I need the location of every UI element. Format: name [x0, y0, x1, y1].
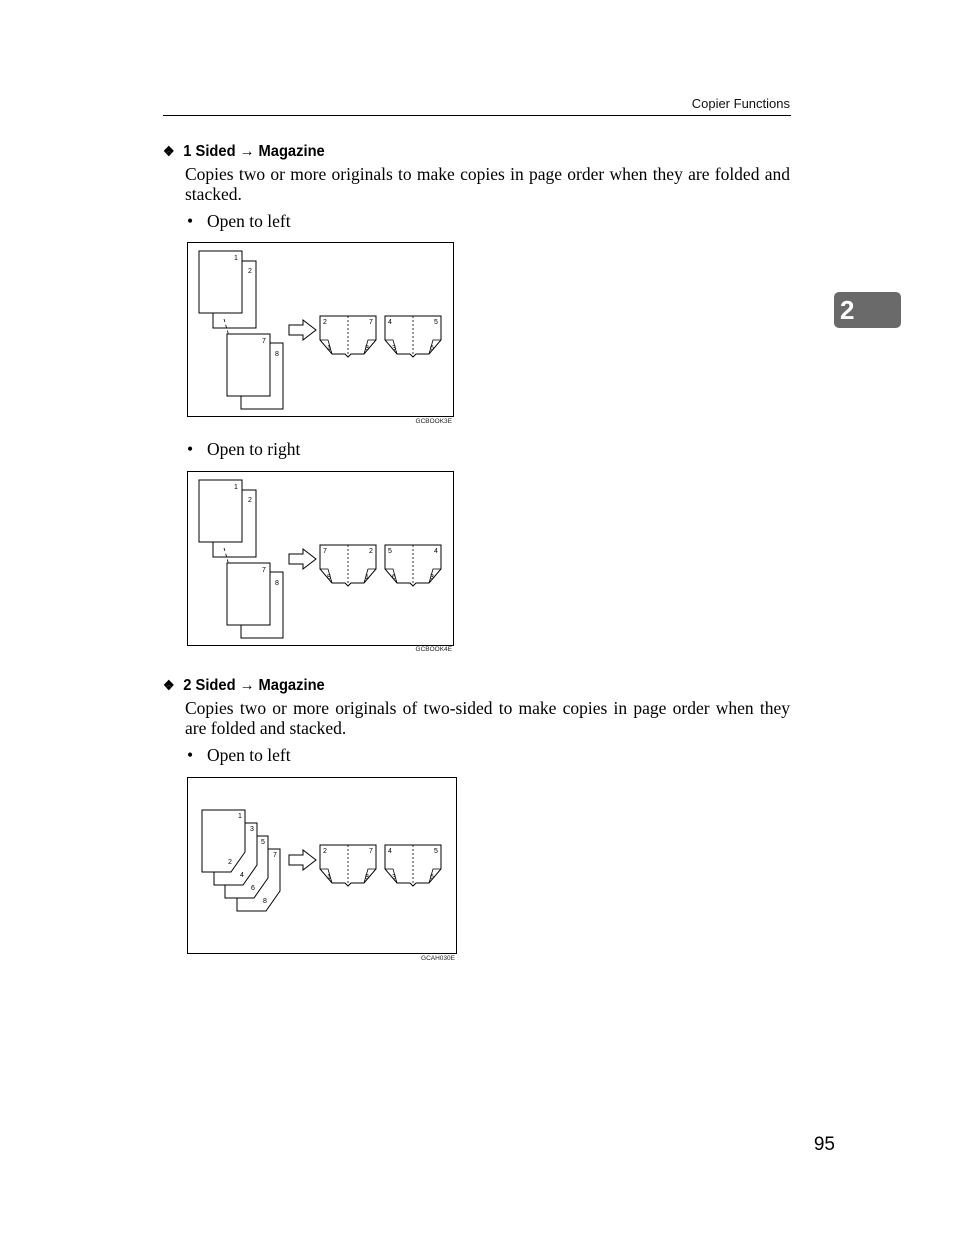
figure-code: GCBOOK3E — [415, 418, 452, 425]
page-number-label: 1 — [234, 255, 238, 262]
page-number-label: 8 — [275, 580, 279, 587]
list-item-open-left — [187, 211, 291, 232]
section-heading-1-sided — [163, 143, 325, 161]
page-number-label: 7 — [262, 567, 266, 574]
section-description: Copies two or more originals to make copies in page order when they are folded and stacked. — [185, 164, 790, 204]
page-number-label: 5 — [261, 839, 265, 846]
page-number-label: 1 — [365, 574, 369, 581]
page-number-label: 8 — [263, 898, 267, 905]
page-number-label: 1 — [238, 813, 242, 820]
page-number-label: 4 — [388, 848, 392, 855]
page-number-label: 2 — [323, 319, 327, 326]
page-number-label: 6 — [251, 885, 255, 892]
figure-2sided-open-left — [187, 777, 457, 954]
section-title: 2 Sided → Magazine — [183, 677, 325, 694]
page-number-label: 1 — [234, 484, 238, 491]
page-number-label: 3 — [430, 574, 434, 581]
bullet-dot-icon: • — [187, 745, 194, 765]
page-number-label: 2 — [248, 497, 252, 504]
list-item-open-left — [187, 745, 291, 766]
running-header: Copier Functions — [691, 96, 790, 111]
page-number-label: 1 — [327, 874, 331, 881]
list-item-label: Open to left — [207, 211, 291, 231]
chapter-tab: 2 — [834, 292, 901, 328]
page-number-label: 8 — [275, 351, 279, 358]
page-number-label: 8 — [327, 574, 331, 581]
page-number-label: 7 — [323, 548, 327, 555]
page-number-label: 7 — [369, 848, 373, 855]
figure-code: GCBOOK4E — [415, 646, 452, 653]
illustration-svg — [188, 472, 453, 645]
page-number-label: 8 — [365, 874, 369, 881]
illustration-svg — [188, 778, 456, 953]
page-number-label: 3 — [250, 826, 254, 833]
list-item-open-right — [187, 439, 300, 460]
section-title: 1 Sided → Magazine — [183, 143, 325, 160]
header-rule — [163, 115, 791, 116]
bullet-dot-icon: • — [187, 439, 194, 459]
page-number-label: 6 — [430, 874, 434, 881]
diamond-bullet-icon: ❖ — [163, 143, 175, 159]
page-number-label: 7 — [369, 319, 373, 326]
page-number-label: 4 — [388, 319, 392, 326]
arrow-right-icon — [289, 320, 316, 340]
illustration-svg — [188, 243, 453, 416]
figure-1sided-open-left — [187, 242, 454, 417]
page-number-label: 3 — [392, 874, 396, 881]
list-item-label: Open to right — [207, 439, 301, 459]
page-number-label: 4 — [434, 548, 438, 555]
page-number-label: 6 — [430, 345, 434, 352]
figure-1sided-open-right — [187, 471, 454, 646]
section-heading-2-sided — [163, 677, 325, 695]
page-number-label: 2 — [369, 548, 373, 555]
diamond-bullet-icon: ❖ — [163, 677, 175, 693]
page-number-label: 5 — [434, 848, 438, 855]
page-number-label: 7 — [262, 338, 266, 345]
bullet-dot-icon: • — [187, 211, 194, 231]
arrow-right-icon — [289, 549, 316, 569]
section-description: Copies two or more originals of two-sided to make copies in page order when they are folded and stacked. — [185, 698, 790, 738]
page-number-label: 8 — [365, 345, 369, 352]
page-number: 95 — [813, 1134, 835, 1155]
figure-code: GCAH030E — [421, 955, 455, 962]
page-number-label: 7 — [273, 852, 277, 859]
arrow-right-icon — [289, 850, 316, 870]
page-number-label: 3 — [392, 345, 396, 352]
list-item-label: Open to left — [207, 745, 291, 765]
page-number-label: 6 — [392, 574, 396, 581]
page-number-label: 4 — [240, 872, 244, 879]
page-number-label: 2 — [323, 848, 327, 855]
page-number-label: 1 — [327, 345, 331, 352]
page-number-label: 2 — [248, 268, 252, 275]
page-number-label: 2 — [228, 859, 232, 866]
page-number-label: 5 — [434, 319, 438, 326]
page-number-label: 5 — [388, 548, 392, 555]
